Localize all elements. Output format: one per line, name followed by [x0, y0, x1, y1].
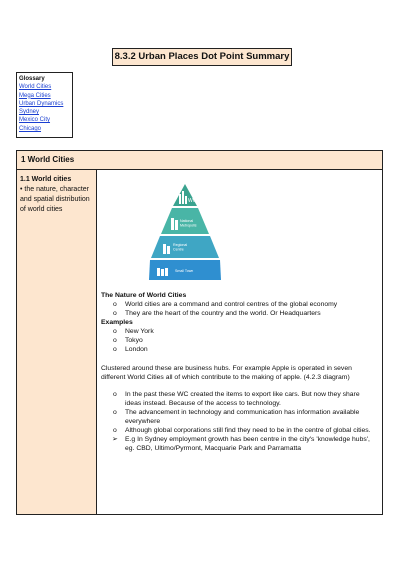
pyramid-label-regional-line1: Regional: [173, 243, 188, 247]
notes-column: [97, 170, 382, 514]
topic-subtitle: 1.1 World cities: [20, 176, 72, 183]
nature-bullet: o World cities are a command and control centres of the global economy: [101, 300, 377, 309]
nature-section: [101, 291, 377, 453]
pyramid-tier-regional: [151, 236, 219, 258]
example-item: o Tokyo: [101, 336, 377, 345]
pyramid-label-national-line2: Metropolis: [180, 223, 197, 228]
glossary-title: Glossary: [19, 76, 45, 82]
glossary-link-world-cities[interactable]: World Cities: [19, 84, 52, 91]
wc-change-bullet: o Although global corporations still find they need to be in the centre of global cities.: [101, 426, 377, 435]
content-table: [16, 170, 383, 515]
section-header: 1 World Cities: [16, 150, 383, 170]
urban-hierarchy-pyramid: [149, 184, 221, 282]
page-title: 8.3.2 Urban Places Dot Point Summary: [112, 48, 292, 66]
glossary-link-urban-dynamics[interactable]: Urban Dynamics: [19, 100, 64, 107]
example-item: o London: [101, 345, 377, 354]
example-item: o New York: [101, 327, 377, 336]
glossary-link-sydney[interactable]: Sydney: [19, 109, 40, 116]
nature-bullet: o They are the heart of the country and the world. Or Headquarters: [101, 309, 377, 318]
topic-column: [17, 170, 97, 514]
glossary-link-chicago[interactable]: Chicago: [19, 125, 42, 132]
examples-heading: Examples: [101, 319, 133, 326]
pyramid-label-regional-line2: Centre: [173, 247, 184, 252]
pyramid-label-wc: WC: [188, 198, 197, 204]
nature-heading: The Nature of World Cities: [101, 292, 187, 299]
glossary-box: [16, 72, 73, 138]
glossary-link-mega-cities[interactable]: Mega Cities: [19, 92, 51, 99]
topic-description: • the nature, character and spatial distribution of world cities: [20, 186, 90, 213]
business-hubs-paragraph: Clustered around these are business hubs. For example Apple is operated in seven different World Cities all of which contribute to the making of apple. (4.2.3 diagram): [101, 365, 352, 381]
pyramid-label-national-line1: National: [180, 219, 194, 223]
glossary-link-mexico-city[interactable]: Mexico City: [19, 117, 51, 124]
wc-change-bullet: o In the past these WC created the items to export like cars. But now they share ideas instead. Because of the access to technology.: [101, 390, 377, 408]
wc-change-list: [101, 390, 377, 453]
pyramid-label-small-town: Small Town: [175, 269, 194, 273]
wc-change-bullet: o The advancement in technology and communication has information available everywhere: [101, 408, 377, 426]
sydney-example: ➢ E.g In Sydney employment growth has been centre in the city's 'knowledge hubs', eg. CBD, Ultimo/Pyrmont, Macquarie Park and Parramatta: [101, 435, 377, 453]
